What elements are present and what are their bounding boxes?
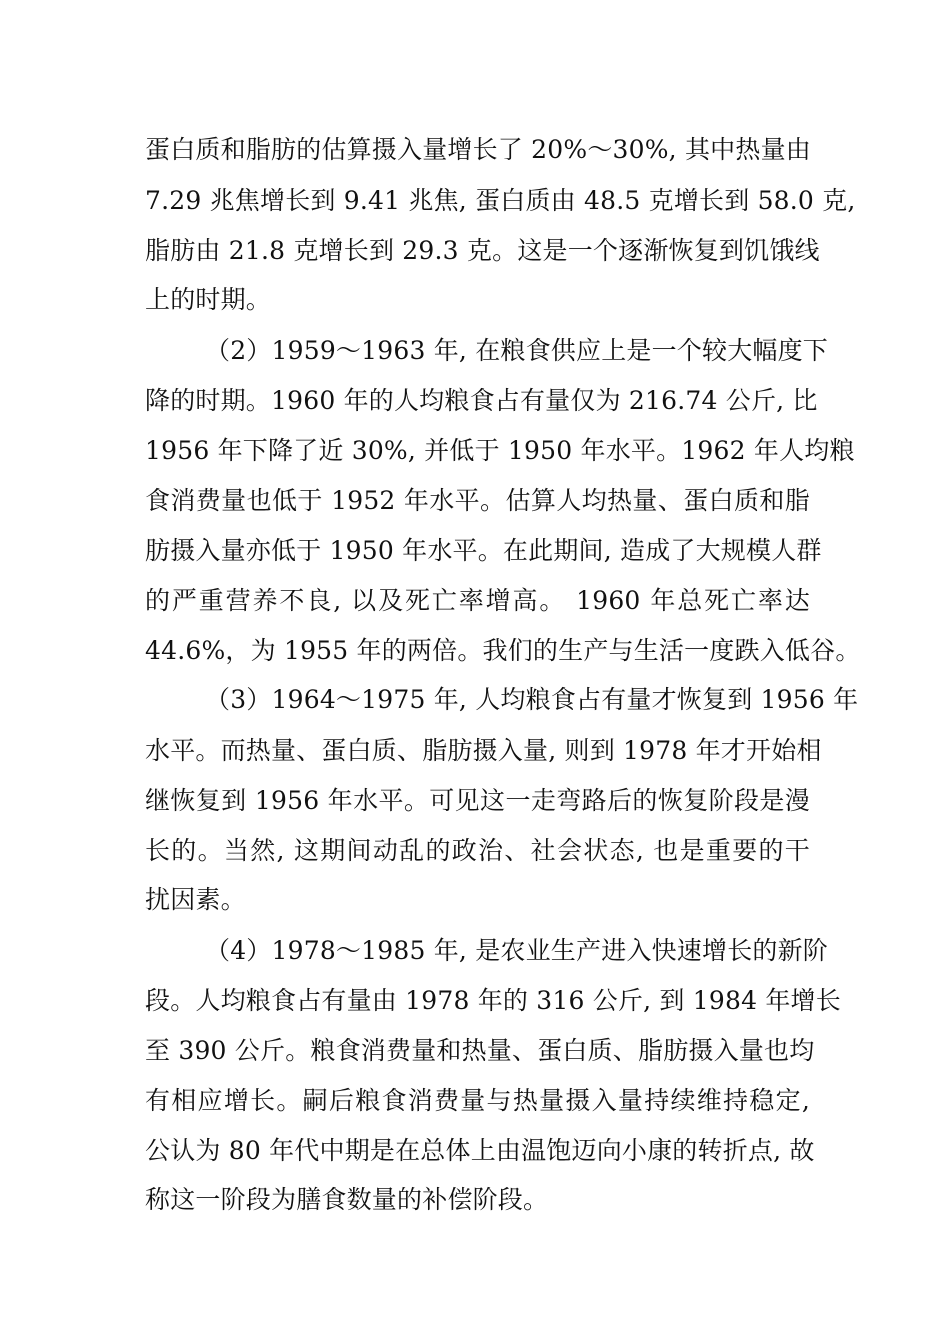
text-line: 食消费量也低于 1952 年水平。估算人均热量、蛋白质和脂: [145, 486, 810, 515]
text-line: 蛋白质和脂肪的估算摄入量增长了 20%～30%, 其中热量由: [145, 135, 811, 164]
text-line: 继恢复到 1956 年水平。可见这一走弯路后的恢复阶段是漫: [145, 786, 810, 815]
text-line: 有相应增长。嗣后粮食消费量与热量摄入量持续维持稳定,: [145, 1086, 810, 1115]
paragraph-4-first-line: （4）1978～1985 年, 是农业生产进入快速增长的新阶: [205, 936, 828, 965]
text-line: 长的。当然, 这期间动乱的政治、社会状态, 也是重要的干: [145, 836, 810, 865]
text-line: 至 390 公斤。粮食消费量和热量、蛋白质、脂肪摄入量也均: [145, 1036, 815, 1065]
text-line: 称这一阶段为膳食数量的补偿阶段。: [145, 1185, 549, 1214]
paragraph-3-first-line: （3）1964～1975 年, 人均粮食占有量才恢复到 1956 年: [205, 685, 859, 714]
text-line: 水平。而热量、蛋白质、脂肪摄入量, 则到 1978 年才开始相: [145, 736, 822, 765]
paragraph-2-first-line: （2）1959～1963 年, 在粮食供应上是一个较大幅度下: [205, 336, 828, 365]
text-line: 44.6%，为 1955 年的两倍。我们的生产与生活一度跌入低谷。: [145, 636, 861, 665]
text-line: 上的时期。: [145, 285, 272, 314]
text-line: 1956 年下降了近 30%, 并低于 1950 年水平。1962 年人均粮: [145, 436, 855, 465]
text-line: 的严重营养不良, 以及死亡率增高。 1960 年总死亡率达: [145, 586, 810, 615]
text-line: 扰因素。: [145, 885, 246, 914]
text-line: 肪摄入量亦低于 1950 年水平。在此期间, 造成了大规模人群: [145, 536, 822, 565]
text-line: 脂肪由 21.8 克增长到 29.3 克。这是一个逐渐恢复到饥饿线: [145, 236, 820, 265]
text-line: 降的时期。1960 年的人均粮食占有量仅为 216.74 公斤, 比: [145, 386, 818, 415]
text-line: 公认为 80 年代中期是在总体上由温饱迈向小康的转折点, 故: [145, 1136, 815, 1165]
text-line: 7.29 兆焦增长到 9.41 兆焦, 蛋白质由 48.5 克增长到 58.0 克,: [145, 186, 856, 215]
text-line: 段。人均粮食占有量由 1978 年的 316 公斤, 到 1984 年增长: [145, 986, 841, 1015]
